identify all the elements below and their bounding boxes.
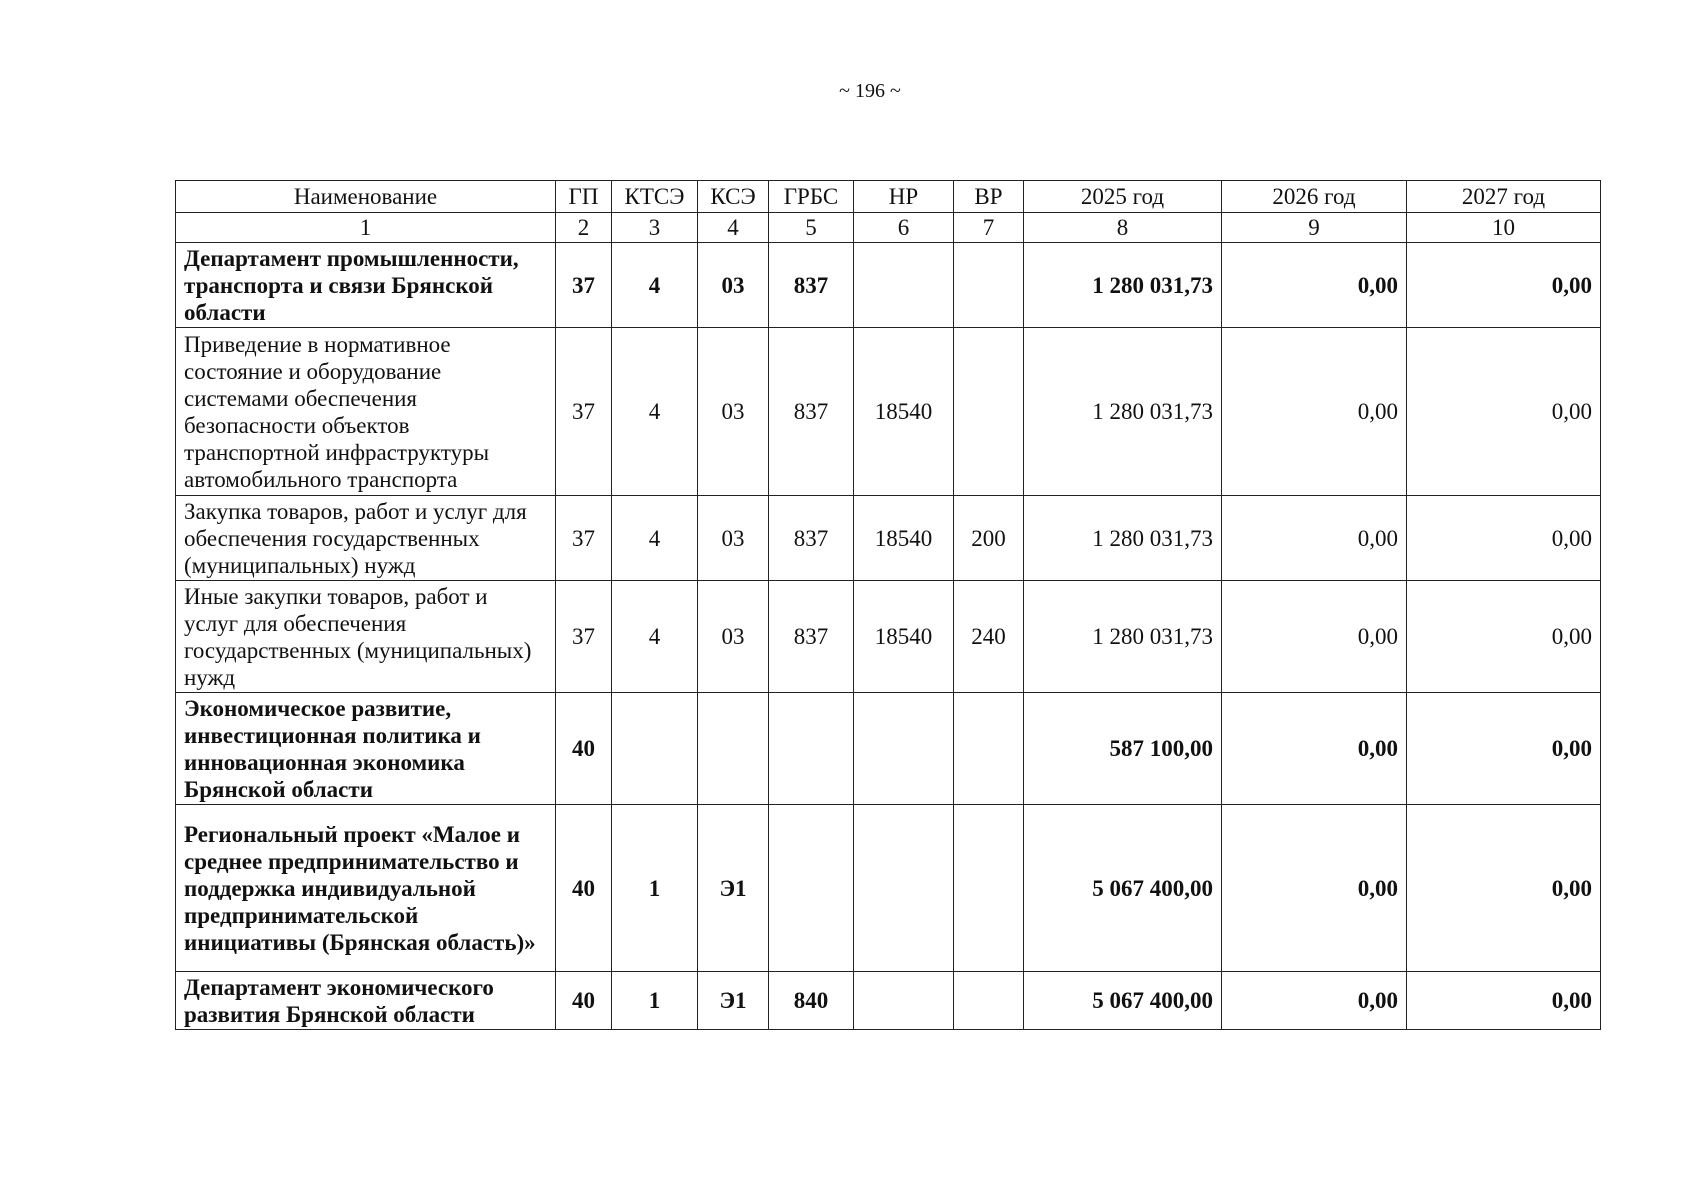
nr-cell: [854, 972, 954, 1030]
ktse-cell: 1: [612, 972, 698, 1030]
amount-2027: 0,00: [1407, 243, 1601, 328]
amount-2027: 0,00: [1407, 581, 1601, 693]
grbs-cell: 837: [769, 328, 854, 496]
row-name: Иные закупки товаров, работ и услуг для обеспечения государственных (муниципальных) нужд: [176, 581, 556, 693]
gp-cell: 40: [556, 805, 612, 972]
grbs-cell: 837: [769, 496, 854, 581]
vr-cell: [954, 693, 1024, 805]
gp-cell: 37: [556, 328, 612, 496]
nr-cell: [854, 805, 954, 972]
amount-2026: 0,00: [1222, 693, 1407, 805]
column-number: 9: [1222, 213, 1407, 243]
kse-cell: 03: [698, 581, 769, 693]
grbs-cell: 837: [769, 243, 854, 328]
row-name: Департамент экономического развития Брянской области: [176, 972, 556, 1030]
column-header: КСЭ: [698, 181, 769, 213]
column-number: 3: [612, 213, 698, 243]
amount-2027: 0,00: [1407, 693, 1601, 805]
ktse-cell: 4: [612, 328, 698, 496]
amount-2026: 0,00: [1222, 972, 1407, 1030]
vr-cell: [954, 328, 1024, 496]
vr-cell: [954, 972, 1024, 1030]
table-row: [176, 243, 1601, 328]
row-name: Приведение в нормативное состояние и оборудование системами обеспечения безопасности объектов транспортной инфраструктуры автомобильного транспорта: [176, 328, 556, 496]
column-number: 1: [176, 213, 556, 243]
row-name: Региональный проект «Малое и среднее предпринимательство и поддержка индивидуальной предпринимательской инициативы (Брянская область)»: [176, 805, 556, 972]
ktse-cell: 4: [612, 496, 698, 581]
table-row: [176, 581, 1601, 693]
gp-cell: 40: [556, 972, 612, 1030]
table-row: [176, 693, 1601, 805]
nr-cell: [854, 693, 954, 805]
budget-table: [175, 180, 1601, 1030]
amount-2025: 5 067 400,00: [1024, 805, 1222, 972]
gp-cell: 40: [556, 693, 612, 805]
ktse-cell: 4: [612, 243, 698, 328]
kse-cell: 03: [698, 328, 769, 496]
page-number: ~ 196 ~: [839, 80, 901, 102]
table-row: [176, 972, 1601, 1030]
amount-2027: 0,00: [1407, 328, 1601, 496]
grbs-cell: 837: [769, 581, 854, 693]
grbs-cell: 840: [769, 972, 854, 1030]
table-header-row: [176, 181, 1601, 213]
amount-2027: 0,00: [1407, 496, 1601, 581]
amount-2026: 0,00: [1222, 328, 1407, 496]
ktse-cell: 4: [612, 581, 698, 693]
column-number: 4: [698, 213, 769, 243]
amount-2025: 1 280 031,73: [1024, 496, 1222, 581]
amount-2025: 1 280 031,73: [1024, 243, 1222, 328]
vr-cell: [954, 805, 1024, 972]
vr-cell: 200: [954, 496, 1024, 581]
amount-2026: 0,00: [1222, 805, 1407, 972]
kse-cell: Э1: [698, 972, 769, 1030]
ktse-cell: 1: [612, 805, 698, 972]
gp-cell: 37: [556, 496, 612, 581]
amount-2025: 1 280 031,73: [1024, 328, 1222, 496]
amount-2025: 5 067 400,00: [1024, 972, 1222, 1030]
column-number: 10: [1407, 213, 1601, 243]
amount-2026: 0,00: [1222, 243, 1407, 328]
kse-cell: 03: [698, 243, 769, 328]
column-number: 2: [556, 213, 612, 243]
column-number-row: [176, 213, 1601, 243]
column-header: НР: [854, 181, 954, 213]
table-row: [176, 496, 1601, 581]
column-header: ВР: [954, 181, 1024, 213]
column-number: 8: [1024, 213, 1222, 243]
row-name: Экономическое развитие, инвестиционная политика и инновационная экономика Брянской области: [176, 693, 556, 805]
column-header: ГП: [556, 181, 612, 213]
table-row: [176, 805, 1601, 972]
column-header: ГРБС: [769, 181, 854, 213]
nr-cell: 18540: [854, 496, 954, 581]
nr-cell: 18540: [854, 328, 954, 496]
column-header: 2025 год: [1024, 181, 1222, 213]
vr-cell: [954, 243, 1024, 328]
amount-2027: 0,00: [1407, 972, 1601, 1030]
row-name: Закупка товаров, работ и услуг для обеспечения государственных (муниципальных) нужд: [176, 496, 556, 581]
nr-cell: 18540: [854, 581, 954, 693]
kse-cell: Э1: [698, 805, 769, 972]
grbs-cell: [769, 805, 854, 972]
column-number: 6: [854, 213, 954, 243]
kse-cell: 03: [698, 496, 769, 581]
column-header: Наименование: [176, 181, 556, 213]
column-header: 2026 год: [1222, 181, 1407, 213]
ktse-cell: [612, 693, 698, 805]
amount-2025: 1 280 031,73: [1024, 581, 1222, 693]
column-header: КТСЭ: [612, 181, 698, 213]
column-header: 2027 год: [1407, 181, 1601, 213]
nr-cell: [854, 243, 954, 328]
amount-2026: 0,00: [1222, 496, 1407, 581]
vr-cell: 240: [954, 581, 1024, 693]
amount-2026: 0,00: [1222, 581, 1407, 693]
gp-cell: 37: [556, 581, 612, 693]
column-number: 7: [954, 213, 1024, 243]
amount-2027: 0,00: [1407, 805, 1601, 972]
table-row: [176, 328, 1601, 496]
grbs-cell: [769, 693, 854, 805]
amount-2025: 587 100,00: [1024, 693, 1222, 805]
row-name: Департамент промышленности, транспорта и связи Брянской области: [176, 243, 556, 328]
gp-cell: 37: [556, 243, 612, 328]
column-number: 5: [769, 213, 854, 243]
kse-cell: [698, 693, 769, 805]
